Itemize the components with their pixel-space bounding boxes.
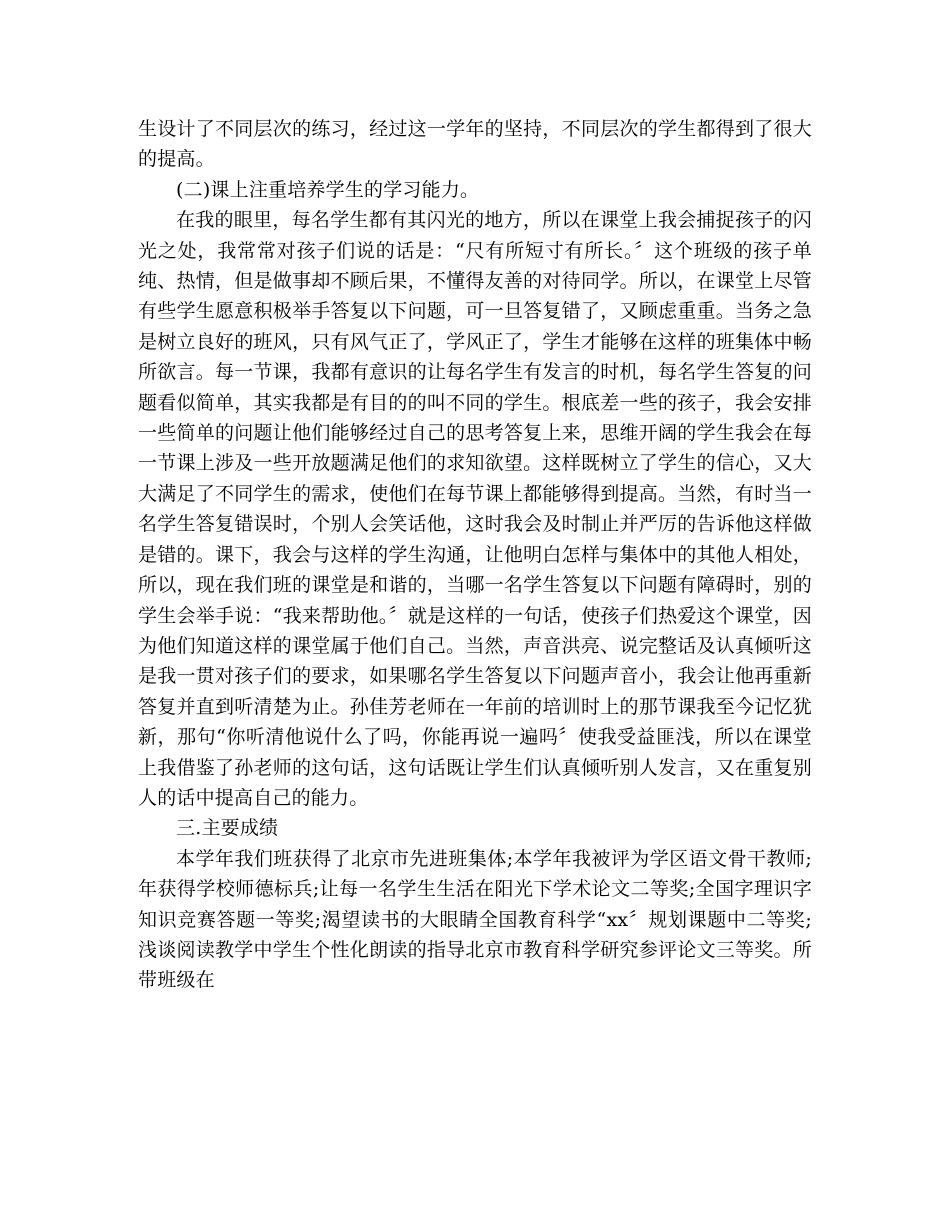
section-heading-achievements: 三.主要成绩: [176, 817, 279, 840]
paragraph-class-ability: 在我的眼里，每名学生都有其闪光的地方，所以在课堂上我会捕捉孩子的闪光之处，我常常对孩子们说的话是：“尺有所短寸有所长。〞这个班级的孩子单纯、热情，但是做事却不顾后果，不懂得友善的对待同学。所以，在课堂上尽管有些学生愿意积极举手答复以下问题，可一旦答复错了，又顾虑重重。当务之急是树立良好的班风，只有风气正了，学风正了，学生才能够在这样的班集体中畅所欲言。每一节课，我都有意识的让每名学生有发言的时机，每名学生答复的问题看似简单，其实我都是有目的的叫不同的学生。根底差一些的孩子，我会安排一些简单的问题让他们能够经过自己的思考答复上来，思维开阔的学生我会在每一节课上涉及一些开放题满足他们的求知欲望。这样既树立了学生的信心，又大大满足了不同学生的需求，使他们在每节课上都能够得到提高。当然，有时当一名学生答复错误时，个别人会笑话他，这时我会及时制止并严厉的告诉他这样做是错的。课下，我会与这样的学生沟通，让他明白怎样与集体中的其他人相处，所以，现在我们班的课堂是和谐的，当哪一名学生答复以下问题有障碍时，别的学生会举手说：“我来帮助他。〞就是这样的一句话，使孩子们热爱这个课堂，因为他们知道这样的课堂属于他们自己。当然，声音洪亮、说完整话及认真倾听这是我一贯对孩子们的要求，如果哪名学生答复以下问题声音小，我会让他再重新答复并直到听清楚为止。孙佳芳老师在一年前的培训时上的那节课我至今记忆犹新，那句“你听清他说什么了吗，你能再说一遍吗〞使我受益匪浅，所以在课堂上我借鉴了孙老师的这句话，这句话既让学生们认真倾听别人发言，又在重复别人的话中提高自己的能力。: [138, 209, 812, 809]
section-heading-class-ability: (二)课上注重培养学生的学习能力。: [176, 178, 480, 201]
document-body: [138, 114, 812, 996]
paragraph-achievements: 本学年我们班获得了北京市先进班集体;本学年我被评为学区语文骨干教师;年获得学校师德标兵;让每一名学生生活在阳光下学术论文二等奖;全国字理识字知识竞赛答题一等奖;渴望读书的大眼睛全国教育科学“xx〞规划课题中二等奖;浅谈阅读教学中学生个性化朗读的指导北京市教育科学研究参评论文三等奖。所带班级在: [138, 847, 812, 992]
paragraph-continuation: 生设计了不同层次的练习，经过这一学年的坚持，不同层次的学生都得到了很大的提高。: [138, 118, 812, 171]
